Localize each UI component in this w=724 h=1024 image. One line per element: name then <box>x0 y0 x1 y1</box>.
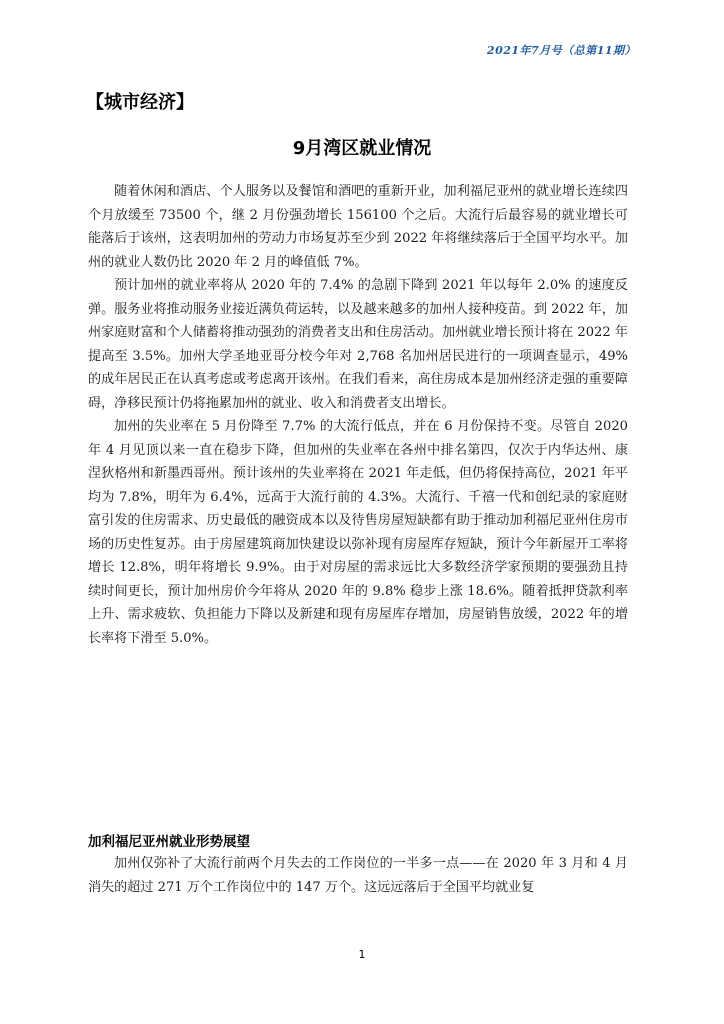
page-number: 1 <box>358 948 366 961</box>
paragraph-3: 加州的失业率在 5 月份降至 7.7% 的大流行低点，并在 6 月份保持不变。尽管自 2020 年 4 月见顶以来一直在稳步下降，但加州的失业率在各州中排名第四，仅次于内华达州、康涅狄格州和新墨西哥州。预计该州的失业率将在 2021 年走低，但仍将保持高位，2021 年平均为 7.8%，明年为 6.4%，远高于大流行前的 4.3%。大流行、千禧一代和创纪录的家庭财富引发的住房需求、历史最低的融资成本以及待售房屋短缺都有助于推动加利福尼亚州住房市场的历史性复苏。由于房屋建筑商加快建设以弥补现有房屋库存短缺，预计今年新屋开工率将增长 12.8%，明年将增长 9.9%。由于对房屋的需求远比大多数经济学家预期的要强劲且持续时间更长，预计加州房价今年将从 2020 年的 9.8% 稳步上涨 18.6%。随着抵押贷款利率上升、需求疲软、负担能力下降以及新建和现有房屋库存增加，房屋销售放缓，2022 年的增长率将下滑至 5.0%。 <box>88 419 628 646</box>
outlook-paragraph: 加州仅弥补了大流行前两个月失去的工作岗位的一半多一点——在 2020 年 3 月和 4 月消失的超过 271 万个工作岗位中的 147 万个。这远远落后于全国平均就业复 <box>88 856 628 895</box>
issue-header: 2021年7月号（总第11期） <box>486 44 636 57</box>
article-body <box>88 180 628 650</box>
outlook-body <box>88 852 628 899</box>
article-title: 9月湾区就业情况 <box>292 138 432 159</box>
paragraph-1: 随着休闲和酒店、个人服务以及餐馆和酒吧的重新开业，加利福尼亚州的就业增长连续四个月放缓至 73500 个，继 2 月份强劲增长 156100 个之后。大流行后最容易的就业增长可能落后于该州，这表明加州的劳动力市场复苏至少到 2022 年将继续落后于全国平均水平。加州的就业人数仍比 2020 年 2 月的峰值低 7%。 <box>88 184 628 270</box>
outlook-heading: 加利福尼亚州就业形势展望 <box>88 834 250 850</box>
paragraph-2: 预计加州的就业率将从 2020 年的 7.4% 的急剧下降到 2021 年以每年 2.0% 的速度反弹。服务业将推动服务业接近满负荷运转，以及越来越多的加州人接种疫苗。到 2022 年，加州家庭财富和个人储蓄将推动强劲的消费者支出和住房活动。加州就业增长预计将在 2022 年提高至 3.5%。加州大学圣地亚哥分校今年对 2,768 名加州居民进行的一项调查显示，49% 的成年居民正在认真考虑或考虑离开该州。在我们看来，高住房成本是加州经济走强的重要障碍，净移民预计仍将拖累加州的就业、收入和消费者支出增长。 <box>88 278 628 411</box>
section-label: 【城市经济】 <box>86 92 194 113</box>
